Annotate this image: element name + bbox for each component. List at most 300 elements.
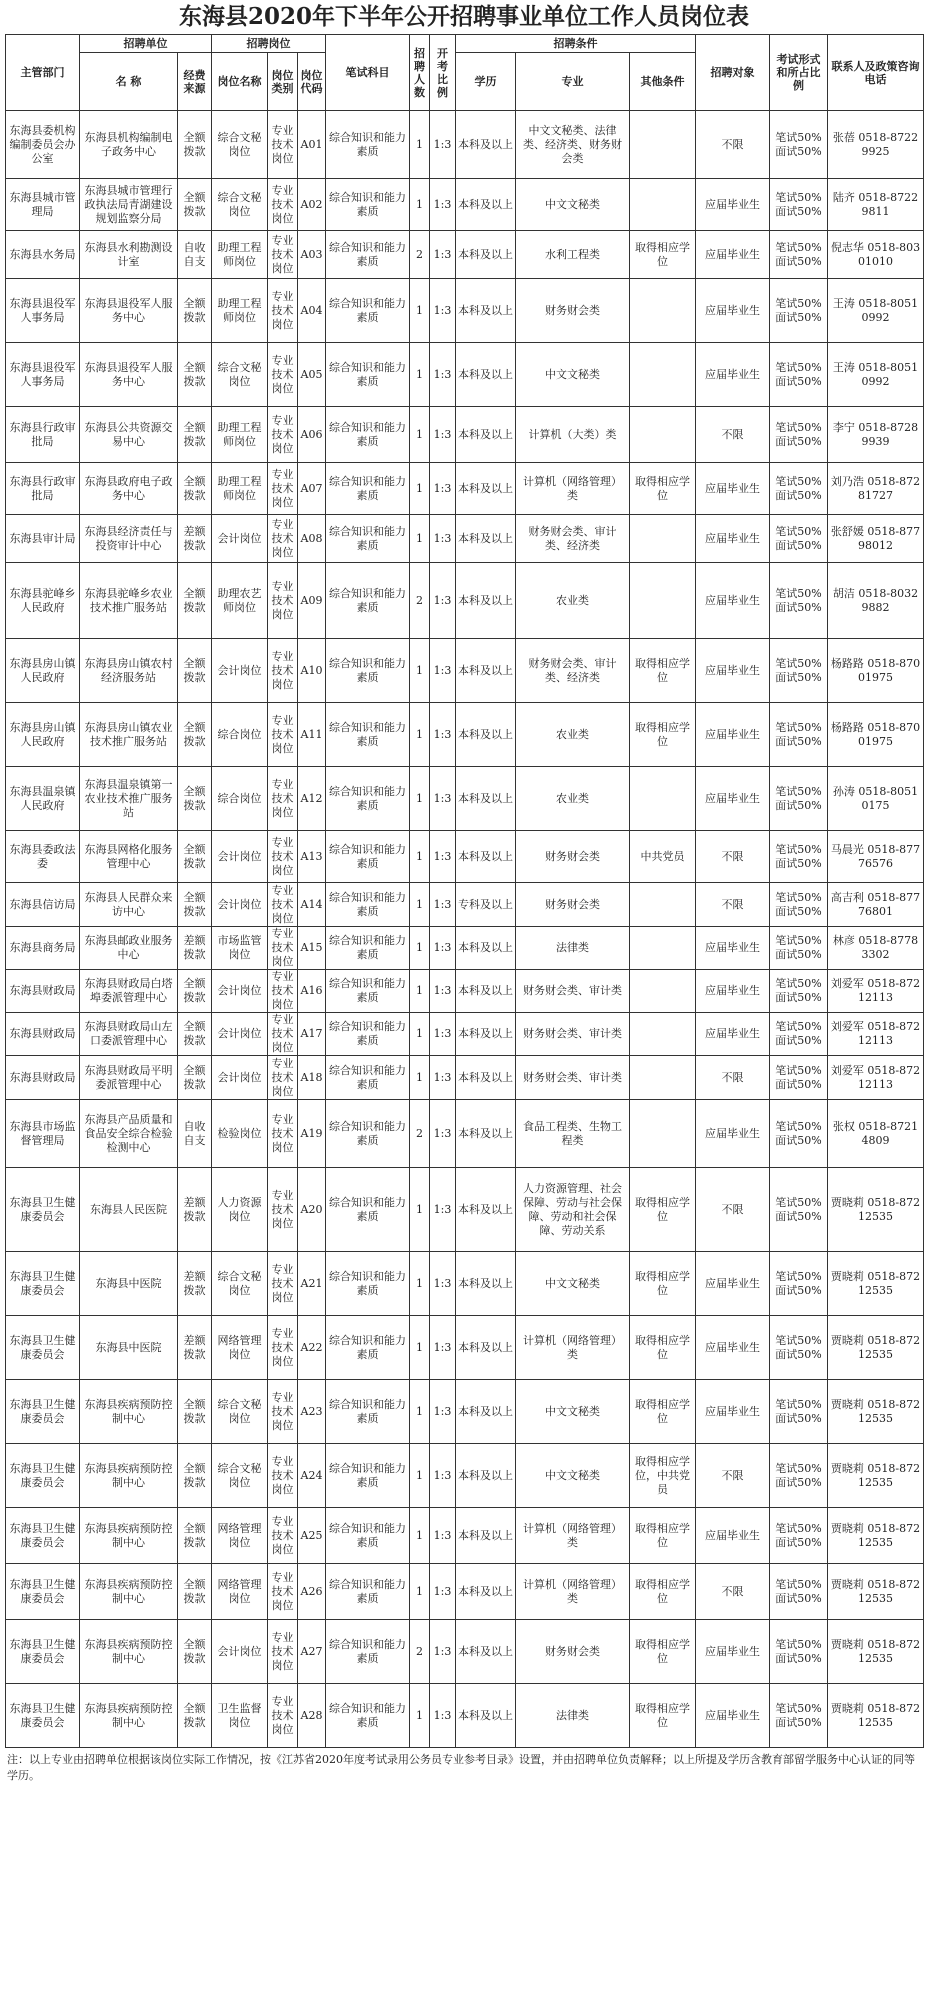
cell-type: 专业技术岗位: [268, 1508, 298, 1564]
cell-other: [630, 111, 696, 179]
cell-type: 专业技术岗位: [268, 515, 298, 563]
cell-target: 应届毕业生: [696, 1252, 770, 1316]
cell-unit: 东海县人民医院: [80, 1168, 178, 1252]
cell-post: 人力资源岗位: [212, 1168, 268, 1252]
cell-num: 1: [410, 927, 430, 970]
cell-ratio: 1:3: [430, 1620, 456, 1684]
cell-unit: 东海县中医院: [80, 1252, 178, 1316]
cell-contact: 贾晓莉 0518-87212535: [828, 1252, 924, 1316]
cell-fund: 全额拨款: [178, 343, 212, 407]
cell-other: 取得相应学位: [630, 1168, 696, 1252]
cell-type: 专业技术岗位: [268, 179, 298, 231]
cell-num: 1: [410, 1168, 430, 1252]
cell-target: 不限: [696, 1168, 770, 1252]
cell-subject: 综合知识和能力素质: [326, 463, 410, 515]
cell-fund: 全额拨款: [178, 1380, 212, 1444]
cell-contact: 贾晓莉 0518-87212535: [828, 1620, 924, 1684]
cell-subject: 综合知识和能力素质: [326, 703, 410, 767]
cell-fund: 全额拨款: [178, 407, 212, 463]
cell-fund: 全额拨款: [178, 703, 212, 767]
cell-num: 1: [410, 1013, 430, 1056]
cell-type: 专业技术岗位: [268, 1168, 298, 1252]
cell-post: 综合文秘岗位: [212, 1380, 268, 1444]
cell-type: 专业技术岗位: [268, 883, 298, 927]
cell-edu: 专科及以上: [456, 883, 516, 927]
cell-num: 1: [410, 1252, 430, 1316]
table-header: [6, 35, 924, 111]
cell-unit: 东海县城市管理行政执法局青湖建设规划监察分局: [80, 179, 178, 231]
cell-contact: 贾晓莉 0518-87212535: [828, 1564, 924, 1620]
cell-other: [630, 1056, 696, 1100]
cell-target: 应届毕业生: [696, 1684, 770, 1748]
cell-other: 取得相应学位: [630, 1380, 696, 1444]
cell-contact: 李宁 0518-87289939: [828, 407, 924, 463]
cell-other: [630, 1013, 696, 1056]
cell-edu: 本科及以上: [456, 1056, 516, 1100]
cell-other: 取得相应学位: [630, 1620, 696, 1684]
cell-dept: 东海县信访局: [6, 883, 80, 927]
cell-major: 中文文秘类、法律类、经济类、财务财会类: [516, 111, 630, 179]
cell-ratio: 1:3: [430, 463, 456, 515]
cell-exam: 笔试50% 面试50%: [770, 563, 828, 639]
cell-dept: 东海县卫生健康委员会: [6, 1444, 80, 1508]
cell-num: 1: [410, 1380, 430, 1444]
cell-exam: 笔试50% 面试50%: [770, 179, 828, 231]
cell-edu: 本科及以上: [456, 111, 516, 179]
cell-edu: 本科及以上: [456, 1100, 516, 1168]
header-ratio: 开考比例: [430, 35, 456, 111]
cell-code: A08: [298, 515, 326, 563]
header-unit-name: 名 称: [80, 53, 178, 111]
cell-other: [630, 563, 696, 639]
table-row: [6, 1168, 924, 1252]
cell-num: 1: [410, 1508, 430, 1564]
cell-dept: 东海县卫生健康委员会: [6, 1564, 80, 1620]
cell-other: 中共党员: [630, 831, 696, 883]
cell-subject: 综合知识和能力素质: [326, 179, 410, 231]
cell-type: 专业技术岗位: [268, 407, 298, 463]
cell-fund: 差额拨款: [178, 515, 212, 563]
cell-post: 会计岗位: [212, 970, 268, 1013]
cell-fund: 差额拨款: [178, 927, 212, 970]
table-row: [6, 703, 924, 767]
cell-post: 市场监管岗位: [212, 927, 268, 970]
cell-contact: 贾晓莉 0518-87212535: [828, 1168, 924, 1252]
cell-dept: 东海县卫生健康委员会: [6, 1684, 80, 1748]
cell-num: 2: [410, 1100, 430, 1168]
cell-fund: 全额拨款: [178, 1056, 212, 1100]
cell-target: 应届毕业生: [696, 1620, 770, 1684]
cell-type: 专业技术岗位: [268, 279, 298, 343]
cell-ratio: 1:3: [430, 831, 456, 883]
cell-contact: 刘爱军 0518-87212113: [828, 1056, 924, 1100]
cell-type: 专业技术岗位: [268, 1056, 298, 1100]
cell-exam: 笔试50% 面试50%: [770, 343, 828, 407]
cell-edu: 本科及以上: [456, 831, 516, 883]
cell-edu: 本科及以上: [456, 343, 516, 407]
cell-num: 1: [410, 970, 430, 1013]
cell-unit: 东海县疾病预防控制中心: [80, 1444, 178, 1508]
cell-type: 专业技术岗位: [268, 831, 298, 883]
cell-post: 网络管理岗位: [212, 1564, 268, 1620]
cell-fund: 全额拨款: [178, 767, 212, 831]
cell-edu: 本科及以上: [456, 407, 516, 463]
cell-major: 财务财会类: [516, 883, 630, 927]
cell-contact: 杨路路 0518-87001975: [828, 639, 924, 703]
cell-major: 人力资源管理、社会保障、劳动与社会保障、劳动和社会保障、劳动关系: [516, 1168, 630, 1252]
cell-ratio: 1:3: [430, 1100, 456, 1168]
cell-fund: 差额拨款: [178, 1316, 212, 1380]
cell-edu: 本科及以上: [456, 1620, 516, 1684]
cell-unit: 东海县疾病预防控制中心: [80, 1620, 178, 1684]
cell-code: A13: [298, 831, 326, 883]
cell-major: 法律类: [516, 1684, 630, 1748]
cell-num: 1: [410, 1444, 430, 1508]
cell-contact: 贾晓莉 0518-87212535: [828, 1380, 924, 1444]
cell-code: A01: [298, 111, 326, 179]
cell-post: 会计岗位: [212, 1620, 268, 1684]
cell-num: 1: [410, 767, 430, 831]
cell-code: A12: [298, 767, 326, 831]
cell-exam: 笔试50% 面试50%: [770, 1620, 828, 1684]
cell-subject: 综合知识和能力素质: [326, 1620, 410, 1684]
cell-fund: 全额拨款: [178, 1444, 212, 1508]
cell-subject: 综合知识和能力素质: [326, 1168, 410, 1252]
header-post-type: 岗位类别: [268, 53, 298, 111]
cell-ratio: 1:3: [430, 279, 456, 343]
table-row: [6, 1380, 924, 1444]
cell-type: 专业技术岗位: [268, 1564, 298, 1620]
cell-major: 计算机（网络管理）类: [516, 1508, 630, 1564]
cell-type: 专业技术岗位: [268, 1444, 298, 1508]
cell-edu: 本科及以上: [456, 1684, 516, 1748]
cell-major: 农业类: [516, 767, 630, 831]
cell-other: [630, 883, 696, 927]
table-row: [6, 1564, 924, 1620]
cell-code: A25: [298, 1508, 326, 1564]
cell-code: A03: [298, 231, 326, 279]
cell-post: 助理农艺师岗位: [212, 563, 268, 639]
cell-major: 计算机（网络管理）类: [516, 463, 630, 515]
cell-code: A20: [298, 1168, 326, 1252]
cell-code: A23: [298, 1380, 326, 1444]
cell-ratio: 1:3: [430, 970, 456, 1013]
table-row: [6, 343, 924, 407]
cell-code: A02: [298, 179, 326, 231]
cell-dept: 东海县委政法委: [6, 831, 80, 883]
cell-ratio: 1:3: [430, 767, 456, 831]
cell-subject: 综合知识和能力素质: [326, 1056, 410, 1100]
cell-fund: 全额拨款: [178, 563, 212, 639]
cell-target: 应届毕业生: [696, 1316, 770, 1380]
cell-post: 网络管理岗位: [212, 1316, 268, 1380]
cell-fund: 全额拨款: [178, 831, 212, 883]
cell-post: 助理工程师岗位: [212, 279, 268, 343]
cell-major: 水利工程类: [516, 231, 630, 279]
table-row: [6, 883, 924, 927]
cell-unit: 东海县疾病预防控制中心: [80, 1564, 178, 1620]
table-row: [6, 407, 924, 463]
cell-code: A15: [298, 927, 326, 970]
cell-fund: 全额拨款: [178, 1508, 212, 1564]
cell-ratio: 1:3: [430, 1013, 456, 1056]
cell-ratio: 1:3: [430, 1056, 456, 1100]
cell-ratio: 1:3: [430, 703, 456, 767]
header-unit-group: 招聘单位: [80, 35, 212, 53]
cell-post: 综合文秘岗位: [212, 1444, 268, 1508]
cell-dept: 东海县温泉镇人民政府: [6, 767, 80, 831]
cell-other: 取得相应学位: [630, 1316, 696, 1380]
cell-contact: 胡洁 0518-80329882: [828, 563, 924, 639]
cell-edu: 本科及以上: [456, 970, 516, 1013]
table-row: [6, 639, 924, 703]
cell-fund: 自收自支: [178, 231, 212, 279]
cell-fund: 自收自支: [178, 1100, 212, 1168]
cell-code: A09: [298, 563, 326, 639]
cell-num: 1: [410, 1684, 430, 1748]
cell-edu: 本科及以上: [456, 563, 516, 639]
cell-num: 1: [410, 1056, 430, 1100]
cell-code: A06: [298, 407, 326, 463]
cell-major: 财务财会类、审计类、经济类: [516, 515, 630, 563]
cell-ratio: 1:3: [430, 1684, 456, 1748]
cell-unit: 东海县退役军人服务中心: [80, 343, 178, 407]
cell-fund: 全额拨款: [178, 970, 212, 1013]
cell-ratio: 1:3: [430, 563, 456, 639]
cell-exam: 笔试50% 面试50%: [770, 231, 828, 279]
cell-post: 综合文秘岗位: [212, 343, 268, 407]
cell-type: 专业技术岗位: [268, 1013, 298, 1056]
header-contact: 联系人及政策咨询电话: [828, 35, 924, 111]
header-other: 其他条件: [630, 53, 696, 111]
cell-major: 食品工程类、生物工程类: [516, 1100, 630, 1168]
cell-dept: 东海县财政局: [6, 1056, 80, 1100]
cell-contact: 陆齐 0518-87229811: [828, 179, 924, 231]
cell-num: 1: [410, 639, 430, 703]
cell-exam: 笔试50% 面试50%: [770, 639, 828, 703]
cell-target: 应届毕业生: [696, 1013, 770, 1056]
table-row: [6, 831, 924, 883]
cell-other: 取得相应学位，中共党员: [630, 1444, 696, 1508]
cell-post: 综合文秘岗位: [212, 1252, 268, 1316]
cell-type: 专业技术岗位: [268, 463, 298, 515]
cell-num: 1: [410, 883, 430, 927]
cell-target: 不限: [696, 831, 770, 883]
cell-edu: 本科及以上: [456, 231, 516, 279]
cell-type: 专业技术岗位: [268, 767, 298, 831]
cell-unit: 东海县机构编制电子政务中心: [80, 111, 178, 179]
cell-major: 财务财会类: [516, 279, 630, 343]
cell-contact: 刘乃浩 0518-87281727: [828, 463, 924, 515]
table-row: [6, 1316, 924, 1380]
table-body: [6, 111, 924, 1748]
cell-type: 专业技术岗位: [268, 111, 298, 179]
cell-other: 取得相应学位: [630, 463, 696, 515]
cell-unit: 东海县公共资源交易中心: [80, 407, 178, 463]
table-row: [6, 1100, 924, 1168]
cell-subject: 综合知识和能力素质: [326, 1013, 410, 1056]
cell-contact: 王涛 0518-80510992: [828, 279, 924, 343]
cell-num: 1: [410, 703, 430, 767]
cell-subject: 综合知识和能力素质: [326, 1380, 410, 1444]
cell-ratio: 1:3: [430, 639, 456, 703]
cell-type: 专业技术岗位: [268, 1620, 298, 1684]
table-row: [6, 563, 924, 639]
cell-target: 应届毕业生: [696, 703, 770, 767]
cell-contact: 马晨光 0518-87776576: [828, 831, 924, 883]
cell-exam: 笔试50% 面试50%: [770, 1100, 828, 1168]
cell-post: 网络管理岗位: [212, 1508, 268, 1564]
table-row: [6, 463, 924, 515]
cell-major: 法律类: [516, 927, 630, 970]
cell-type: 专业技术岗位: [268, 639, 298, 703]
cell-subject: 综合知识和能力素质: [326, 639, 410, 703]
cell-ratio: 1:3: [430, 927, 456, 970]
cell-type: 专业技术岗位: [268, 970, 298, 1013]
cell-unit: 东海县房山镇农业技术推广服务站: [80, 703, 178, 767]
cell-unit: 东海县财政局山左口委派管理中心: [80, 1013, 178, 1056]
cell-dept: 东海县财政局: [6, 1013, 80, 1056]
cell-ratio: 1:3: [430, 407, 456, 463]
cell-other: [630, 1100, 696, 1168]
table-row: [6, 1684, 924, 1748]
cell-ratio: 1:3: [430, 1444, 456, 1508]
cell-post: 助理工程师岗位: [212, 407, 268, 463]
table-row: [6, 1013, 924, 1056]
cell-target: 应届毕业生: [696, 1100, 770, 1168]
cell-edu: 本科及以上: [456, 279, 516, 343]
cell-fund: 差额拨款: [178, 1168, 212, 1252]
cell-target: 应届毕业生: [696, 279, 770, 343]
table-row: [6, 1252, 924, 1316]
cell-edu: 本科及以上: [456, 1168, 516, 1252]
table-row: [6, 1056, 924, 1100]
cell-exam: 笔试50% 面试50%: [770, 1013, 828, 1056]
cell-exam: 笔试50% 面试50%: [770, 831, 828, 883]
cell-type: 专业技术岗位: [268, 1100, 298, 1168]
cell-edu: 本科及以上: [456, 927, 516, 970]
cell-major: 财务财会类、审计类: [516, 970, 630, 1013]
cell-dept: 东海县城市管理局: [6, 179, 80, 231]
cell-dept: 东海县卫生健康委员会: [6, 1620, 80, 1684]
cell-dept: 东海县审计局: [6, 515, 80, 563]
cell-major: 农业类: [516, 563, 630, 639]
cell-contact: 杨路路 0518-87001975: [828, 703, 924, 767]
cell-ratio: 1:3: [430, 1564, 456, 1620]
cell-subject: 综合知识和能力素质: [326, 1564, 410, 1620]
cell-fund: 全额拨款: [178, 1564, 212, 1620]
cell-other: [630, 927, 696, 970]
cell-edu: 本科及以上: [456, 1316, 516, 1380]
cell-post: 会计岗位: [212, 1056, 268, 1100]
cell-major: 财务财会类、审计类、经济类: [516, 639, 630, 703]
cell-target: 应届毕业生: [696, 927, 770, 970]
cell-other: 取得相应学位: [630, 1564, 696, 1620]
cell-dept: 东海县商务局: [6, 927, 80, 970]
cell-type: 专业技术岗位: [268, 1380, 298, 1444]
cell-fund: 全额拨款: [178, 1684, 212, 1748]
cell-num: 1: [410, 179, 430, 231]
cell-dept: 东海县财政局: [6, 970, 80, 1013]
cell-contact: 张蓓 0518-87229925: [828, 111, 924, 179]
cell-unit: 东海县疾病预防控制中心: [80, 1508, 178, 1564]
cell-major: 中文文秘类: [516, 343, 630, 407]
cell-code: A19: [298, 1100, 326, 1168]
cell-dept: 东海县委机构编制委员会办公室: [6, 111, 80, 179]
cell-ratio: 1:3: [430, 1380, 456, 1444]
cell-code: A26: [298, 1564, 326, 1620]
cell-unit: 东海县温泉镇第一农业技术推广服务站: [80, 767, 178, 831]
cell-unit: 东海县财政局平明委派管理中心: [80, 1056, 178, 1100]
cell-dept: 东海县行政审批局: [6, 407, 80, 463]
cell-target: 不限: [696, 111, 770, 179]
cell-edu: 本科及以上: [456, 1564, 516, 1620]
cell-other: 取得相应学位: [630, 639, 696, 703]
cell-subject: 综合知识和能力素质: [326, 1252, 410, 1316]
cell-dept: 东海县退役军人事务局: [6, 343, 80, 407]
cell-type: 专业技术岗位: [268, 703, 298, 767]
cell-code: A24: [298, 1444, 326, 1508]
cell-exam: 笔试50% 面试50%: [770, 1444, 828, 1508]
cell-edu: 本科及以上: [456, 1508, 516, 1564]
cell-exam: 笔试50% 面试50%: [770, 1316, 828, 1380]
cell-num: 1: [410, 831, 430, 883]
cell-edu: 本科及以上: [456, 639, 516, 703]
cell-exam: 笔试50% 面试50%: [770, 463, 828, 515]
cell-dept: 东海县行政审批局: [6, 463, 80, 515]
cell-exam: 笔试50% 面试50%: [770, 279, 828, 343]
cell-dept: 东海县驼峰乡人民政府: [6, 563, 80, 639]
cell-code: A17: [298, 1013, 326, 1056]
cell-other: 取得相应学位: [630, 703, 696, 767]
cell-exam: 笔试50% 面试50%: [770, 515, 828, 563]
cell-other: 取得相应学位: [630, 1252, 696, 1316]
cell-dept: 东海县房山镇人民政府: [6, 703, 80, 767]
cell-post: 会计岗位: [212, 883, 268, 927]
cell-target: 应届毕业生: [696, 970, 770, 1013]
table-row: [6, 1508, 924, 1564]
cell-edu: 本科及以上: [456, 767, 516, 831]
cell-target: 不限: [696, 1444, 770, 1508]
cell-fund: 全额拨款: [178, 111, 212, 179]
cell-ratio: 1:3: [430, 179, 456, 231]
page-title: 东海县2020年下半年公开招聘事业单位工作人员岗位表: [178, 3, 749, 30]
cell-ratio: 1:3: [430, 1316, 456, 1380]
cell-code: A10: [298, 639, 326, 703]
cell-target: 应届毕业生: [696, 1380, 770, 1444]
cell-code: A16: [298, 970, 326, 1013]
cell-subject: 综合知识和能力素质: [326, 1684, 410, 1748]
cell-post: 助理工程师岗位: [212, 231, 268, 279]
cell-major: 中文文秘类: [516, 1252, 630, 1316]
cell-major: 财务财会类: [516, 1620, 630, 1684]
cell-type: 专业技术岗位: [268, 231, 298, 279]
cell-unit: 东海县网格化服务管理中心: [80, 831, 178, 883]
cell-fund: 全额拨款: [178, 1013, 212, 1056]
cell-dept: 东海县房山镇人民政府: [6, 639, 80, 703]
cell-ratio: 1:3: [430, 1252, 456, 1316]
cell-edu: 本科及以上: [456, 515, 516, 563]
cell-contact: 贾晓莉 0518-87212535: [828, 1444, 924, 1508]
cell-exam: 笔试50% 面试50%: [770, 1168, 828, 1252]
cell-fund: 全额拨款: [178, 279, 212, 343]
cell-exam: 笔试50% 面试50%: [770, 1380, 828, 1444]
cell-num: 1: [410, 1316, 430, 1380]
cell-ratio: 1:3: [430, 343, 456, 407]
cell-num: 1: [410, 515, 430, 563]
cell-fund: 全额拨款: [178, 1620, 212, 1684]
cell-contact: 张权 0518-87214809: [828, 1100, 924, 1168]
